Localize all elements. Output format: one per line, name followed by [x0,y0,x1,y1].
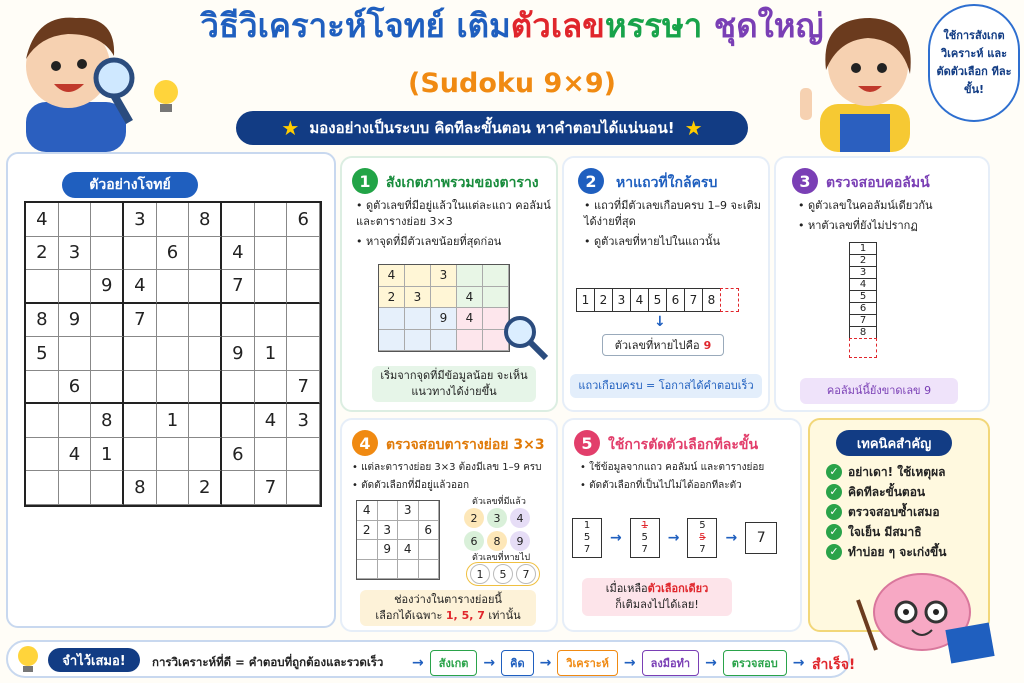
star-icon: ★ [684,116,703,140]
grid-cell [189,270,222,304]
grid-cell: 3 [124,203,157,237]
bullet: แต่ละตารางย่อย 3×3 ต้องมีเลข 1–9 ครบ [361,462,542,473]
grid-cell: 1 [157,404,190,438]
row-cell: 1 [576,288,595,312]
grid-cell [124,438,157,472]
grid-cell [222,203,255,237]
grid-cell: 8 [189,203,222,237]
right-arrow-icon: → [412,655,424,671]
tip-item [826,502,946,522]
step2-bullets: • แถวที่มีตัวเลขเกือบครบ 1–9 จะเติมได้ง่ายที่สุด • ดูตัวเลขที่หายไปในแถวนั้น [584,199,762,248]
step2-title: หาแถวที่ใกล้ครบ [616,175,718,191]
candidate-value: 7 [699,544,706,555]
right-arrow-icon: → [610,530,622,546]
missing-label: ตัวเลขที่หายไป [472,553,531,563]
grid-cell [287,337,320,371]
grid-cell [26,404,59,438]
tips-list [826,462,946,562]
grid-cell [189,337,222,371]
grid-cell [189,371,222,405]
right-arrow-icon: → [623,655,636,671]
mini-cell: 4 [398,540,419,560]
right-arrow-icon: → [539,655,552,671]
grid-cell [222,404,255,438]
grid-cell [157,438,190,472]
title-part: หรรษา [604,6,703,45]
grid-cell: 4 [222,237,255,271]
banner-text: มองอย่างเป็นระบบ คิดทีละขั้นตอน หาคำตอบได้แน่นอน! [309,119,675,137]
tip-text: คิดทีละขั้นตอน [848,485,926,499]
grid-cell [91,471,124,505]
star-icon: ★ [281,116,300,140]
title-part: ชุดใหญ่ [702,6,824,45]
grid-cell: 2 [189,471,222,505]
step5-note [582,578,732,616]
grid-cell: 9 [222,337,255,371]
column-cell: 8 [849,326,877,339]
boy-illustration [6,4,156,152]
have-number: 2 [464,508,484,528]
candidate-value: 7 [583,544,591,555]
speech-bubble: ใช้การสังเกต วิเคราะห์ และตัดตัวเลือก ทีละขั้น! [928,4,1020,122]
mini-cell [457,265,483,287]
row-cell: 6 [666,288,685,312]
grid-cell [255,438,288,472]
row-cell: 2 [594,288,613,312]
bullet: แถวที่มีตัวเลขเกือบครบ 1–9 จะเติมได้ง่ายที่สุด [584,199,762,228]
tip-item [826,542,946,562]
grid-cell [255,237,288,271]
grid-cell: 9 [59,304,92,338]
grid-cell [157,337,190,371]
grid-cell: 6 [287,203,320,237]
banner [236,111,748,145]
flow-step: สังเกต [430,650,478,676]
title-part: วิธีวิเคราะห์โจทย์ [200,6,457,45]
mini-cell [398,521,419,541]
note-text: เท่านั้น [488,609,521,622]
bullet: ดูตัวเลขที่มีอยู่แล้วในแต่ละแถว คอลัมน์ และตารางย่อย 3×3 [356,199,551,228]
step1-number: 1 [352,168,378,194]
tip-text: ตรวจสอบซ้ำเสมอ [848,505,940,519]
column-cell [849,338,877,358]
grid-cell [287,438,320,472]
grid-cell [124,371,157,405]
candidate-sequence [572,518,777,558]
grid-cell: 4 [124,270,157,304]
mini-cell [405,265,431,287]
grid-cell [157,471,190,505]
step2-row [576,288,738,312]
grid-cell [91,237,124,271]
mini-cell [378,501,399,521]
column-cell: 4 [849,278,877,291]
have-label: ตัวเลขที่มีแล้ว [472,497,526,507]
mini-cell [378,560,399,580]
candidate-value: 5 [699,520,706,531]
check-icon: ✓ [826,524,842,540]
mini-cell [398,560,419,580]
grid-cell [91,371,124,405]
bullet: ใช้ข้อมูลจากแถว คอลัมน์ และตารางย่อย [589,462,765,473]
step1-bullets: • ดูตัวเลขที่มีอยู่แล้วในแต่ละแถว คอลัมน์ และตารางย่อย 3×3 • หาจุดที่มีตัวเลขน้อยที่สุดก่อน [356,199,551,248]
grid-cell [255,304,288,338]
flow-step: คิด [501,650,534,676]
grid-cell [287,304,320,338]
have-number: 9 [510,531,530,551]
brain-mascot [856,566,1006,682]
magnifier-icon [500,312,552,362]
grid-cell [91,304,124,338]
tip-text: ทำบ่อย ๆ จะเก่งขึ้น [848,545,947,559]
mini-cell: 4 [357,501,378,521]
mini-cell [483,287,509,309]
note-highlight: ตัวเลือกเดียว [647,582,709,595]
step2-missing [602,334,724,356]
have-number: 3 [487,508,507,528]
lightbulb-icon [148,74,184,118]
title-part: ตัวเลข [510,6,605,45]
step4-mini-grid [356,500,440,580]
grid-cell [124,337,157,371]
row-cell: 3 [612,288,631,312]
mini-cell [357,560,378,580]
check-icon: ✓ [826,484,842,500]
step1-title: สังเกตภาพรวมของตาราง [386,175,539,191]
candidate-value: 5 [641,532,648,543]
grid-cell [189,438,222,472]
grid-cell [124,404,157,438]
lightbulb-icon [14,642,42,676]
process-flow [412,650,805,676]
tip-text: ใจเย็น มีสมาธิ [848,525,922,539]
mini-cell [357,540,378,560]
mini-cell: 6 [419,521,440,541]
step5-bullets: • ใช้ข้อมูลจากแถว คอลัมน์ และตารางย่อย • ตัดตัวเลือกที่เป็นไปไม่ได้ออกทีละตัว [580,462,765,491]
mini-cell: 4 [379,265,405,287]
have-number: 8 [487,531,507,551]
footer-label: จำไว้เสมอ! [48,648,140,672]
bullet: ตัดตัวเลือกที่เป็นไปไม่ได้ออกทีละตัว [589,480,742,491]
title-part: เติม [456,6,511,45]
grid-cell [189,304,222,338]
check-icon: ✓ [826,544,842,560]
step3-title: ตรวจสอบคอลัมน์ [826,175,930,191]
grid-cell [287,471,320,505]
grid-cell [59,337,92,371]
mini-cell: 9 [378,540,399,560]
grid-cell [222,471,255,505]
grid-cell [255,371,288,405]
step1-mini-grid [378,264,510,352]
grid-cell [287,237,320,271]
right-arrow-icon: → [725,530,738,546]
candidate-value: 5 [699,532,706,543]
candidate-value: 1 [583,520,591,531]
have-number: 4 [510,508,530,528]
mini-cell [419,501,440,521]
tip-item [826,482,946,502]
tip-item [826,522,946,542]
check-icon: ✓ [826,464,842,480]
step3-column [849,242,877,357]
grid-cell: 8 [91,404,124,438]
tip-item [826,462,946,482]
step2-number: 2 [578,168,604,194]
mini-cell [379,330,405,352]
mini-cell: 4 [457,308,483,330]
have-number: 6 [464,531,484,551]
candidate-box [572,518,602,558]
tips-title: เทคนิคสำคัญ [836,430,952,456]
missing-number: 5 [493,564,513,584]
grid-cell: 7 [124,304,157,338]
grid-cell: 6 [222,438,255,472]
mini-cell [405,330,431,352]
row-cell: 4 [630,288,649,312]
mini-cell [379,308,405,330]
mini-cell: 3 [431,265,457,287]
grid-cell [91,337,124,371]
candidate-box [687,518,717,558]
mini-cell [431,287,457,309]
note-text: เมื่อเหลือ [605,582,648,595]
mini-cell [431,330,457,352]
grid-cell [59,270,92,304]
mini-cell [419,560,440,580]
bullet: ดูตัวเลขที่หายไปในแถวนั้น [594,235,720,248]
check-icon: ✓ [826,504,842,520]
mini-cell [457,330,483,352]
bullet: หาจุดที่มีตัวเลขน้อยที่สุดก่อน [366,235,502,248]
candidate-value: 1 [641,520,648,531]
note-line: ก็เติมลงไปได้เลย! [615,598,699,611]
grid-cell [91,203,124,237]
mini-cell [405,308,431,330]
note-numbers: 1, 5, 7 [445,609,485,622]
grid-cell [26,471,59,505]
row-cell: 7 [684,288,703,312]
mini-cell [483,265,509,287]
missing-number: 7 [516,564,536,584]
grid-cell: 6 [157,237,190,271]
grid-cell [287,270,320,304]
subtitle: (Sudoku 9×9) [408,68,616,99]
tip-text: อย่าเดา! ใช้เหตุผล [848,465,946,479]
candidate-box [630,518,660,558]
grid-cell [26,438,59,472]
mini-cell [419,540,440,560]
grid-cell [189,404,222,438]
grid-cell [222,304,255,338]
grid-cell: 1 [91,438,124,472]
mini-cell: 4 [457,287,483,309]
grid-cell [157,304,190,338]
grid-cell: 5 [26,337,59,371]
grid-cell [124,237,157,271]
column-cell: 7 [849,314,877,327]
mini-cell: 3 [378,521,399,541]
flow-step: ลงมือทำ [642,650,699,676]
grid-cell [157,270,190,304]
right-arrow-icon: → [792,655,805,671]
note-line: ช่องว่างในตารางย่อยนี้ [394,593,502,606]
candidate-value: 7 [641,544,648,555]
grid-cell: 7 [287,371,320,405]
step4-number: 4 [352,430,378,456]
grid-cell [222,371,255,405]
mini-cell: 3 [405,287,431,309]
missing-label: ตัวเลขที่หายไปคือ [614,339,700,352]
step4-title: ตรวจสอบตารางย่อย 3×3 [386,437,545,453]
candidate-value: 7 [756,530,766,546]
step1-note: เริ่มจากจุดที่มีข้อมูลน้อย จะเห็นแนวทางได้ง่ายขึ้น [372,366,536,402]
right-arrow-icon: → [483,655,496,671]
footer-equation: การวิเคราะห์ที่ดี = คำตอบที่ถูกต้องและรวดเร็ว [152,655,384,669]
grid-cell: 6 [59,371,92,405]
grid-cell: 7 [255,471,288,505]
have-numbers [464,508,538,551]
bullet: ตัดตัวเลือกที่มีอยู่แล้วออก [361,480,470,491]
column-cell: 2 [849,254,877,267]
grid-cell: 4 [59,438,92,472]
step4-bullets: • แต่ละตารางย่อย 3×3 ต้องมีเลข 1–9 ครบ • ตัดตัวเลือกที่มีอยู่แล้วออก [352,462,542,491]
right-arrow-icon: → [705,655,717,671]
step3-number: 3 [792,168,818,194]
step5-title: ใช้การตัดตัวเลือกทีละขั้น [608,437,759,453]
step3-bullets: • ดูตัวเลขในคอลัมน์เดียวกัน • หาตัวเลขที่ยังไม่ปรากฏ [798,199,933,232]
step4-note [360,590,536,626]
grid-cell: 4 [255,404,288,438]
grid-cell: 9 [91,270,124,304]
missing-value: 9 [703,338,712,352]
step2-note: แถวเกือบครบ = โอกาสได้คำตอบเร็ว [570,374,762,398]
grid-cell [26,270,59,304]
column-cell: 1 [849,242,877,255]
bullet: หาตัวเลขที่ยังไม่ปรากฏ [808,219,918,232]
step3-note: คอลัมน์นี้ยังขาดเลข 9 [800,378,958,404]
grid-cell: 3 [59,237,92,271]
right-arrow-icon: → [667,530,680,546]
step5-number: 5 [574,430,600,456]
success-text: สำเร็จ! [812,657,856,673]
step3-card [774,156,990,412]
column-cell: 6 [849,302,877,315]
candidate-value: 5 [583,532,591,543]
grid-cell [255,270,288,304]
mini-cell: 2 [357,521,378,541]
column-cell: 5 [849,290,877,303]
girl-illustration [790,4,930,152]
flow-step: ตรวจสอบ [723,650,787,676]
grid-cell: 3 [287,404,320,438]
grid-cell: 2 [26,237,59,271]
grid-cell [59,471,92,505]
grid-cell: 8 [124,471,157,505]
candidate-box [745,522,777,554]
grid-cell [59,203,92,237]
grid-cell: 4 [26,203,59,237]
row-cell [720,288,739,312]
flow-step: วิเคราะห์ [557,650,618,676]
row-cell: 8 [702,288,721,312]
grid-cell [189,237,222,271]
mini-cell: 3 [398,501,419,521]
column-cell: 3 [849,266,877,279]
sudoku-grid [24,201,322,507]
grid-cell: 7 [222,270,255,304]
row-cell: 5 [648,288,667,312]
note-text: เลือกได้เฉพาะ [375,609,443,622]
bullet: ดูตัวเลขในคอลัมน์เดียวกัน [808,199,933,212]
grid-cell [157,371,190,405]
grid-cell [157,203,190,237]
missing-numbers [466,562,540,586]
grid-cell: 1 [255,337,288,371]
missing-number: 1 [470,564,490,584]
down-arrow-icon: ↓ [654,314,666,330]
grid-cell [26,371,59,405]
grid-cell [59,404,92,438]
mini-cell: 9 [431,308,457,330]
grid-cell [255,203,288,237]
mini-cell: 2 [379,287,405,309]
example-label: ตัวอย่างโจทย์ [62,172,198,198]
grid-cell: 8 [26,304,59,338]
